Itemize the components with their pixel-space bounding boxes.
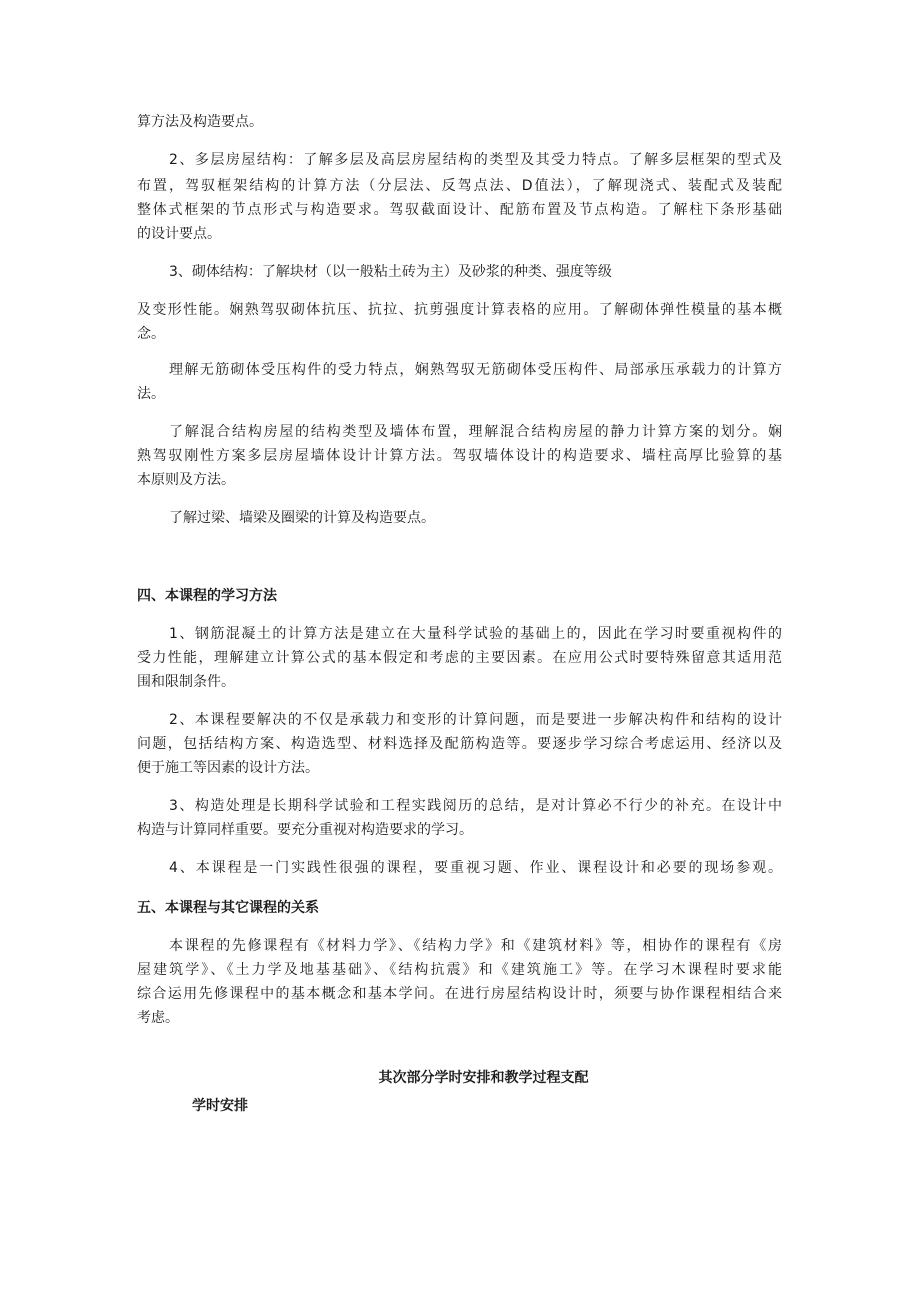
paragraph-line: 围和限制条件。 [137,674,235,690]
paragraph-line: 屋建筑学》、《土力学及地基基础》、《结构抗震》和《建筑施工》等。在学习木课程时要求能 [137,962,782,978]
paragraph-line: 2、多层房屋结构：了解多层及高层房屋结构的类型及其受力特点。了解多层框架的型式及 [169,152,782,168]
paragraph-line: 受力性能，理解建立计算公式的基本假定和考虑的主要因素。在应用公式时要特殊留意其适用范 [137,650,782,666]
paragraph-line: 法。 [137,386,165,402]
section-heading: 四、本课程的学习方法 [137,588,277,604]
paragraph-line: 4、本课程是一门实践性很强的课程，要重视习题、作业、课程设计和必要的现场参观。 [169,860,782,876]
paragraph-line: 问题，包括结构方案、构造选型、材料选择及配筋构造等。要逐步学习综合考虑运用、经济以及 [137,736,782,752]
part-title: 其次部分学时安排和教学过程支配 [378,1070,589,1086]
paragraph-line: 1、钢筋混凝土的计算方法是建立在大量科学试验的基础上的，因此在学习时要重视构件的 [169,626,782,642]
paragraph-line: 2、本课程要解决的不仅是承载力和变形的计算问题，而是要进一步解决构件和结构的设计 [169,712,782,728]
paragraph-line: 综合运用先修课程中的基本概念和基本学问。在进行房屋结构设计时，须要与协作课程相结合来 [137,986,782,1002]
sub-title: 学时安排 [192,1098,248,1114]
paragraph-line: 算方法及构造要点。 [137,114,263,130]
paragraph-line: 了解混合结构房屋的结构类型及墙体布置，理解混合结构房屋的静力计算方案的划分。娴 [169,424,782,440]
paragraph-line: 了解过梁、墙梁及圈梁的计算及构造要点。 [169,510,435,526]
paragraph-line: 及变形性能。娴熟驾驭砌体抗压、抗拉、抗剪强度计算表格的应用。了解砌体弹性模量的基本概 [137,302,782,318]
paragraph-line: 3、构造处理是长期科学试验和工程实践阅历的总结，是对计算必不行少的补充。在设计中 [169,798,782,814]
paragraph-line: 本课程的先修课程有《材料力学》、《结构力学》和《建筑材料》等，相协作的课程有《房 [169,938,782,954]
paragraph-line: 理解无筋砌体受压构件的受力特点，娴熟驾驭无筋砌体受压构件、局部承压承载力的计算方 [169,362,782,378]
paragraph-line: 构造与计算同样重要。要充分重视对构造要求的学习。 [137,822,473,838]
paragraph-line: 3、砌体结构：了解块材（以一般粘土砖为主）及砂浆的种类、强度等级 [169,264,612,280]
paragraph-line: 考虑。 [137,1010,179,1026]
paragraph-line: 便于施工等因素的设计方法。 [137,760,319,776]
paragraph-line: 本原则及方法。 [137,472,235,488]
paragraph-line: 的设计要点。 [137,226,221,242]
paragraph-line: 布置，驾驭框架结构的计算方法（分层法、反驾点法、D值法），了解现浇式、装配式及装配 [137,178,782,194]
section-heading: 五、本课程与其它课程的关系 [137,900,319,916]
paragraph-line: 熟驾驭刚性方案多层房屋墙体设计计算方法。驾驭墙体设计的构造要求、墙柱高厚比验算的基 [137,448,782,464]
paragraph-line: 整体式框架的节点形式与构造要求。驾驭截面设计、配筋布置及节点构造。了解柱下条形基础 [137,202,782,218]
paragraph-line: 念。 [137,326,165,342]
document-page [137,0,782,1301]
